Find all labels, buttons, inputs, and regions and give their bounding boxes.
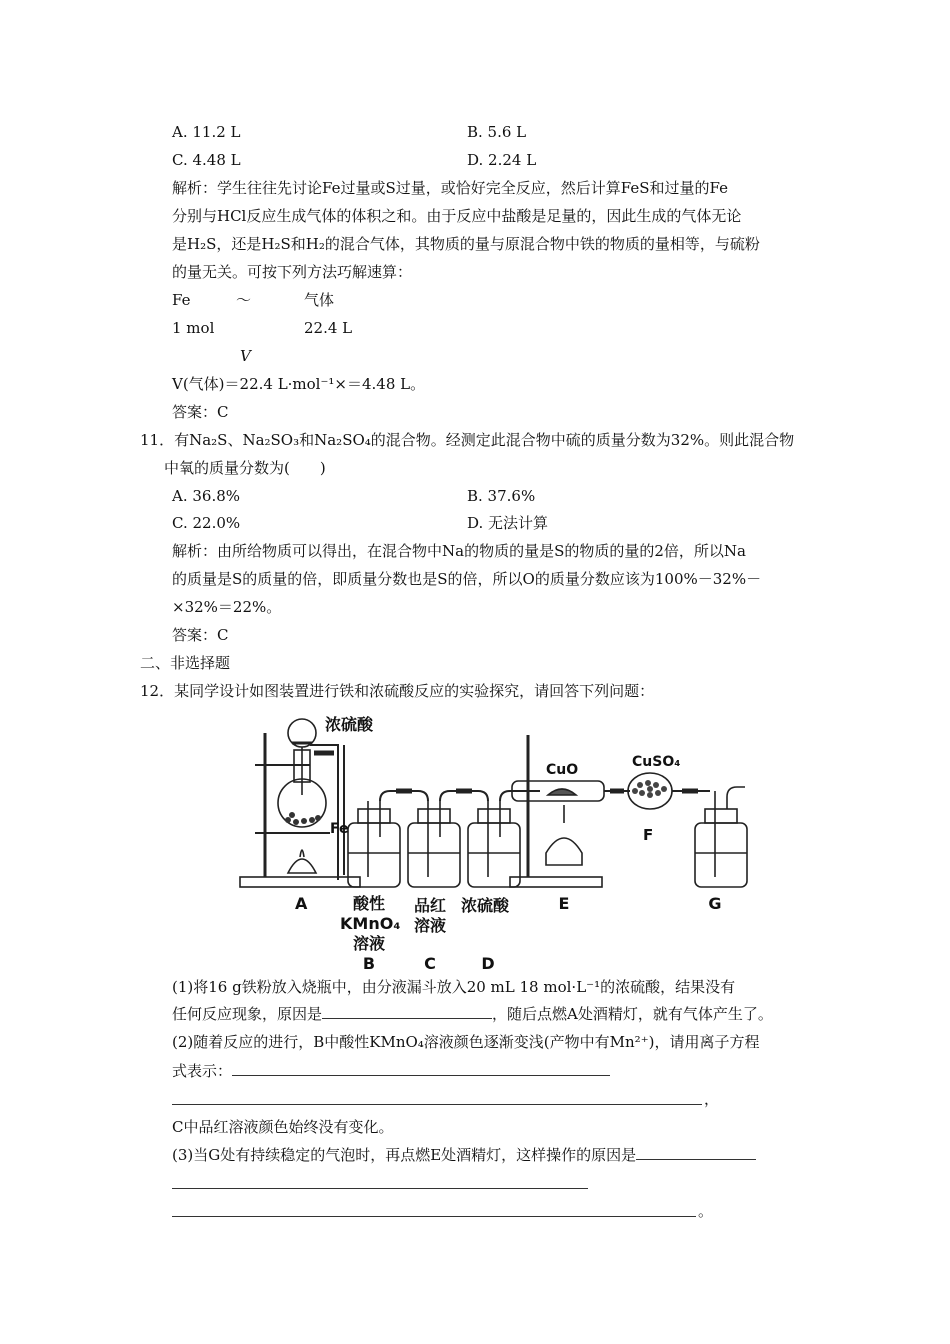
b-label: B (362, 954, 376, 973)
fe-label: Fe (330, 821, 349, 837)
q10-analysis-line: 解析：学生往往先讨论Fe过量或S过量，或恰好完全反应，然后计算FeS和过量的Fe (172, 179, 728, 197)
c-reagent-label: 溶液 (413, 916, 446, 935)
q11-option-b: B. 37.6% (467, 487, 536, 505)
period: 。 (698, 1202, 714, 1220)
q12-part1-line2 (172, 1004, 773, 1024)
q10-analysis-line: 分别与HCl反应生成气体的体积之和。由于反应中盐酸是足量的，因此生成的气体无论 (172, 207, 742, 225)
bottle-g (695, 787, 747, 887)
q12-part1: (1)将16 g铁粉放入烧瓶中，由分液漏斗放入20 mL 18 mol·L⁻¹的浓硫酸，结果没有 (172, 978, 736, 996)
q10-option-d: D. 2.24 L (467, 151, 537, 169)
answer-blank-6[interactable] (172, 1216, 696, 1217)
b-reagent-label: KMnO₄ (340, 914, 401, 933)
calc-v: V (240, 347, 251, 365)
d-label: D (481, 954, 495, 973)
q12-part2-line2 (172, 1061, 610, 1081)
b-reagent-label: 溶液 (352, 934, 385, 953)
calc-tilde: ～ (236, 291, 252, 309)
q12-part1-text: 任何反应现象，原因是 (172, 1005, 323, 1023)
q10-analysis-line: 的量无关。可按下列方法巧解速算： (172, 263, 413, 281)
burner-e (546, 838, 582, 865)
burner-a (288, 859, 316, 873)
calc-volume: 22.4 L (304, 319, 353, 337)
stand-base (240, 877, 360, 887)
c-label: C (424, 954, 436, 973)
q11-stem: 中氧的质量分数为( ) (164, 459, 326, 477)
q11-option-c: C. 22.0% (172, 514, 241, 532)
a-label: A (295, 894, 308, 913)
calc-mol: 1 mol (172, 319, 215, 337)
answer-blank-3[interactable] (172, 1104, 702, 1105)
q11-analysis-line: 的质量是S的质量的倍，即质量分数也是S的倍，所以O的质量分数应该为100%－32%－ (172, 570, 762, 588)
q11-analysis-line: 解析：由所给物质可以得出，在混合物中Na的物质的量是S的物质的量的2倍，所以Na (172, 542, 746, 560)
q10-option-c: C. 4.48 L (172, 151, 241, 169)
f-label: F (643, 826, 654, 844)
q11-option-a: A. 36.8% (172, 487, 241, 505)
b-reagent-label: 酸性 (352, 894, 385, 913)
calc-result: V(气体)＝22.4 L·mol⁻¹×＝4.48 L。 (172, 375, 426, 393)
q12-stem: 12．某同学设计如图装置进行铁和浓硫酸反应的实验探究，请回答下列问题： (140, 682, 655, 700)
q10-analysis-line: 是H₂S，还是H₂S和H₂的混合气体，其物质的量与原混合物中铁的物质的量相等，与硫粉 (172, 235, 760, 253)
q11-analysis-line: ×32%＝22%。 (172, 598, 282, 616)
e-label: E (558, 894, 570, 913)
bottle-d (468, 801, 520, 887)
q12-part2-text: 式表示： (172, 1062, 233, 1080)
answer-blank-5[interactable] (172, 1188, 588, 1189)
q12-part3-line1 (172, 1145, 756, 1165)
apparatus-figure (230, 705, 750, 915)
q11-option-d: D. 无法计算 (467, 514, 549, 532)
g-label: G (708, 894, 722, 913)
q11-stem: 11．有Na₂S、Na₂SO₃和Na₂SO₄的混合物。经测定此混合物中硫的质量分数为32%。则此混合物 (140, 431, 795, 449)
bottle-b (348, 801, 400, 887)
reagent-label: 浓硫酸 (325, 715, 374, 734)
section-heading: 二、非选择题 (140, 654, 231, 672)
q12-part2-line4: C中品红溶液颜色始终没有变化。 (172, 1118, 394, 1136)
calc-fe: Fe (172, 291, 191, 309)
comma: ， (704, 1090, 720, 1108)
q10-answer: 答案：C (172, 403, 229, 421)
bottle-c (408, 801, 460, 887)
q11-answer: 答案：C (172, 626, 229, 644)
answer-blank-4[interactable] (636, 1145, 756, 1160)
stand-base-e (510, 877, 602, 887)
q12-part1-text: ，随后点燃A处酒精灯，就有气体产生了。 (492, 1005, 773, 1023)
c-reagent-label: 品红 (413, 896, 446, 915)
calc-gas: 气体 (304, 291, 335, 309)
cuo-sample (548, 789, 576, 795)
q10-option-a: A. 11.2 L (172, 123, 241, 141)
d-reagent-label: 浓硫酸 (460, 896, 509, 915)
answer-blank-1[interactable] (322, 1004, 492, 1019)
answer-blank-2[interactable] (232, 1061, 610, 1076)
q12-part3-text: (3)当G处有持续稳定的气泡时，再点燃E处酒精灯，这样操作的原因是 (172, 1146, 637, 1164)
q10-option-b: B. 5.6 L (467, 123, 527, 141)
cuo-label: CuO (546, 762, 579, 778)
cuso4-label: CuSO₄ (632, 754, 681, 770)
q12-part2: (2)随着反应的进行，B中酸性KMnO₄溶液颜色逐渐变浅(产物中有Mn²⁺)，请用离子方程 (172, 1033, 760, 1051)
